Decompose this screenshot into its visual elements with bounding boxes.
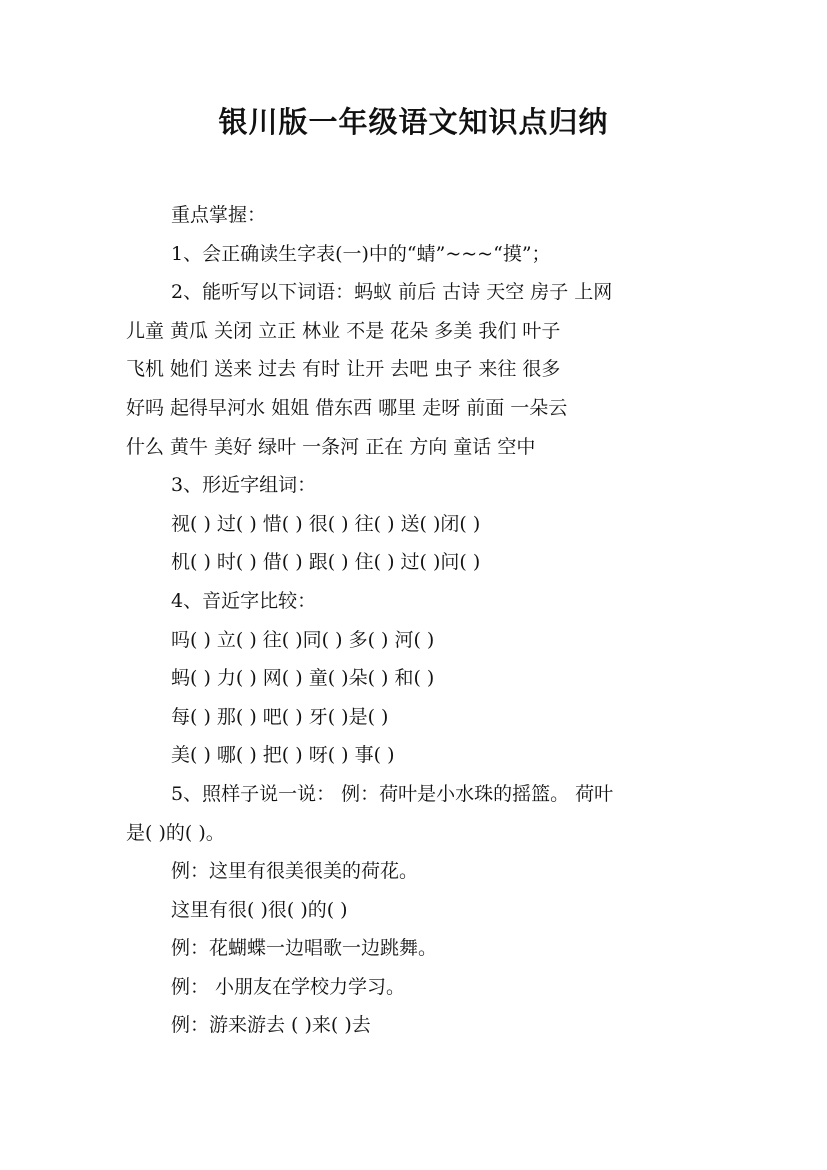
item-5-sentence-pattern: 5、照样子说一说： 例：荷叶是小水珠的摇篮。 荷叶 xyxy=(171,782,614,805)
similar-sound-row-3: 每( ) 那( ) 吧( ) 牙( )是( ) xyxy=(171,705,389,728)
example-lotus-sentence: 例：这里有很美很美的荷花。 xyxy=(171,860,419,883)
similar-sound-row-1: 吗( ) 立( ) 往( )同( ) 多( ) 河( ) xyxy=(171,628,435,651)
similar-sound-row-4: 美( ) 哪( ) 把( ) 呀( ) 事( ) xyxy=(171,744,395,767)
item-3-similar-shape-heading: 3、形近字组词： xyxy=(171,474,317,497)
sentence-pattern-continuation: 是( )的( )。 xyxy=(126,821,225,844)
dictation-words-line-2: 飞机 她们 送来 过去 有时 让开 去吧 虫子 来往 很多 xyxy=(126,358,561,381)
item-1-reading: 1、会正确读生字表(一)中的“蜻”~~~“摸”； xyxy=(171,242,551,265)
dictation-words-line-4: 什么 黄牛 美好 绿叶 一条河 正在 方向 童话 空中 xyxy=(126,435,536,458)
item-4-similar-sound-heading: 4、音近字比较： xyxy=(171,589,317,612)
example-school-sentence: 例： 小朋友在学校力学习。 xyxy=(171,975,406,998)
example-butterfly-sentence: 例：花蝴蝶一边唱歌一边跳舞。 xyxy=(171,937,438,960)
similar-shape-row-1: 视( ) 过( ) 惜( ) 很( ) 往( ) 送( )闭( ) xyxy=(171,512,481,535)
item-2-dictation: 2、能听写以下词语：蚂蚁 前后 古诗 天空 房子 上网 xyxy=(171,281,613,304)
similar-sound-row-2: 蚂( ) 力( ) 网( ) 童( )朵( ) 和( ) xyxy=(171,667,435,690)
example-swim-phrase: 例：游来游去 ( )来( )去 xyxy=(171,1014,371,1037)
dictation-words-line-3: 好吗 起得早河水 姐姐 借东西 哪里 走呀 前面 一朵云 xyxy=(126,396,568,419)
dictation-words-line-1: 儿童 黄瓜 关闭 立正 林业 不是 花朵 多美 我们 叶子 xyxy=(126,319,561,342)
exercise-lotus-blank: 这里有很( )很( )的( ) xyxy=(171,898,348,921)
similar-shape-row-2: 机( ) 时( ) 借( ) 跟( ) 住( ) 过( )问( ) xyxy=(171,551,481,574)
document-title: 银川版一年级语文知识点归纳 xyxy=(218,105,609,139)
section-heading-key-points: 重点掌握： xyxy=(171,204,267,226)
document-body xyxy=(126,196,706,1045)
